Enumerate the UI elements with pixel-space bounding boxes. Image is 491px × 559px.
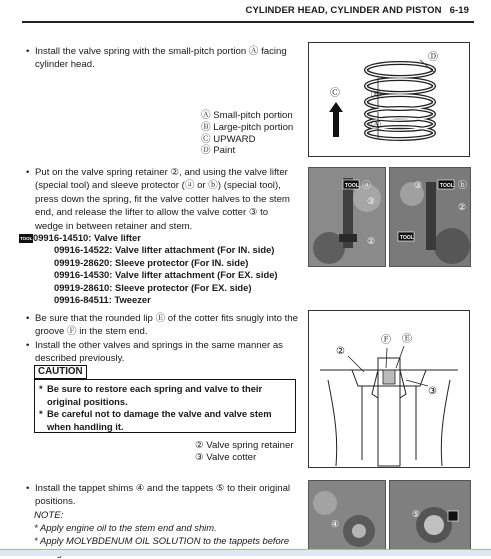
text-line: positions. <box>35 496 76 508</box>
label-f: Ⓕ <box>381 335 391 346</box>
text-line: (special tool) and sleeve protector (ⓐ or ⓑ) (special tool), <box>35 180 281 192</box>
label-2: ② <box>367 236 376 246</box>
tool-tag: TOOL <box>345 183 359 189</box>
text-line: press down the spring, fit the valve cotter halves to the stem <box>35 193 290 205</box>
valve-spring-figure <box>308 42 470 157</box>
note-item <box>34 535 290 547</box>
photo-render <box>390 481 471 555</box>
asterisk: * <box>39 408 43 420</box>
step2-text <box>26 166 290 233</box>
label-2: ② <box>336 346 345 357</box>
label-a: Ⓐ <box>371 120 381 131</box>
text-line: wedge in between retainer and stem. <box>35 220 193 232</box>
section-title: CYLINDER HEAD, CYLINDER AND PISTON <box>245 5 442 16</box>
text-line: Install the other valves and springs in the same manner as <box>35 340 283 351</box>
tool-icon: TOOL <box>20 236 33 241</box>
caution-item <box>39 383 263 396</box>
tool-item: 09919-28620: Sleeve protector (For IN. side) <box>54 256 249 268</box>
caution-item-cont <box>47 421 124 434</box>
text-line: Put on the valve spring retainer ②, and using the valve lifter <box>35 167 288 178</box>
note-text: Apply engine oil to the stem end and shim. <box>40 522 217 533</box>
tool-item: 09916-14530: Valve lifter attachment (For EX. side) <box>54 269 278 281</box>
tappet-shim-photo <box>308 480 386 555</box>
note-text: Apply MOLYBDENUM OIL SOLUTION to the tappets before <box>40 535 290 546</box>
label-d: Ⓓ <box>428 52 438 63</box>
label-3: ③ <box>367 196 376 206</box>
text-line: described previously. <box>35 353 125 365</box>
bullet: • <box>26 483 30 494</box>
tappet-photo <box>389 480 471 555</box>
tool-tag: TOOL <box>440 183 454 189</box>
step3b-text <box>26 339 283 366</box>
label-a-small: ⓐ <box>362 180 372 190</box>
asterisk: * <box>34 522 38 533</box>
note-item <box>34 522 217 534</box>
tool-item: 09916-14522: Valve lifter attachment (For IN. side) <box>54 244 275 255</box>
header-rule <box>22 21 474 23</box>
text-line: Be sure that the rounded lip Ⓔ of the cotter fits snugly into the <box>35 313 298 324</box>
valve-cotter-figure <box>308 310 470 468</box>
legend-item: ③ Valve cotter <box>195 452 257 463</box>
label-b-small: ⓑ <box>458 180 468 190</box>
caution-item <box>39 408 272 421</box>
page-number: 6-19 <box>449 5 469 16</box>
text-line: Install the valve spring with the small-pitch portion Ⓐ facing <box>35 46 287 57</box>
label-5: ⑤ <box>412 509 421 519</box>
caution-text: Be sure to restore each spring and valve to their <box>47 383 263 394</box>
text-line: end, and release the lifter to allow the valve cotter ③ to <box>35 207 269 219</box>
label-b: Ⓑ <box>371 90 381 101</box>
caution-text: when handling it. <box>47 420 124 432</box>
label-4: ④ <box>331 519 340 529</box>
caution-label: CAUTION <box>34 365 87 379</box>
bullet: • <box>26 46 30 57</box>
label-3: ③ <box>414 180 423 190</box>
text-line: groove Ⓕ in the stem end. <box>35 326 148 338</box>
valve-lifter-photo-ex <box>389 167 471 267</box>
tool-list <box>54 244 278 307</box>
label-2: ② <box>458 202 467 212</box>
tool-item: 09919-28610: Sleeve protector (For EX. side) <box>54 281 252 293</box>
note-label: NOTE: <box>34 510 64 521</box>
step3-legend <box>195 440 294 464</box>
legend-item: Ⓐ Small-pitch portion <box>201 110 293 121</box>
legend-item: ② Valve spring retainer <box>195 440 294 451</box>
photo-render <box>309 168 386 267</box>
step3-text <box>26 312 298 339</box>
bullet: • <box>26 167 30 178</box>
tool-item: 09916-84511: Tweezer <box>54 294 151 306</box>
header-title <box>246 5 469 16</box>
photo-render <box>309 481 386 555</box>
bullet: • <box>26 340 30 351</box>
step4-text <box>26 482 291 509</box>
tool-item: 09916-14510: Valve lifter <box>33 232 141 243</box>
asterisk: * <box>39 383 43 394</box>
step1-text <box>26 45 287 72</box>
photo-render <box>390 168 471 267</box>
text-line: Install the tappet shims ④ and the tappets ⑤ to their original <box>35 483 291 494</box>
legend-item: Ⓓ Paint <box>201 145 236 157</box>
legend-item: Ⓑ Large-pitch portion <box>201 121 294 133</box>
tool-heading <box>20 232 141 245</box>
tool-tag: TOOL <box>400 235 414 241</box>
caution-text: original positions. <box>47 395 128 407</box>
legend-item: Ⓒ UPWARD <box>201 133 256 145</box>
bullet: • <box>26 313 30 324</box>
caution-box <box>34 379 296 433</box>
label-c: Ⓒ <box>330 88 340 99</box>
asterisk: * <box>34 535 38 546</box>
caution-text: Be careful not to damage the valve and valve stem <box>47 408 272 420</box>
label-e: Ⓔ <box>402 334 412 345</box>
valve-lifter-photo-in <box>308 167 386 267</box>
step1-legend <box>201 110 293 157</box>
label-3: ③ <box>428 386 437 397</box>
caution-item-cont <box>47 396 128 409</box>
text-line: cylinder head. <box>35 59 95 71</box>
